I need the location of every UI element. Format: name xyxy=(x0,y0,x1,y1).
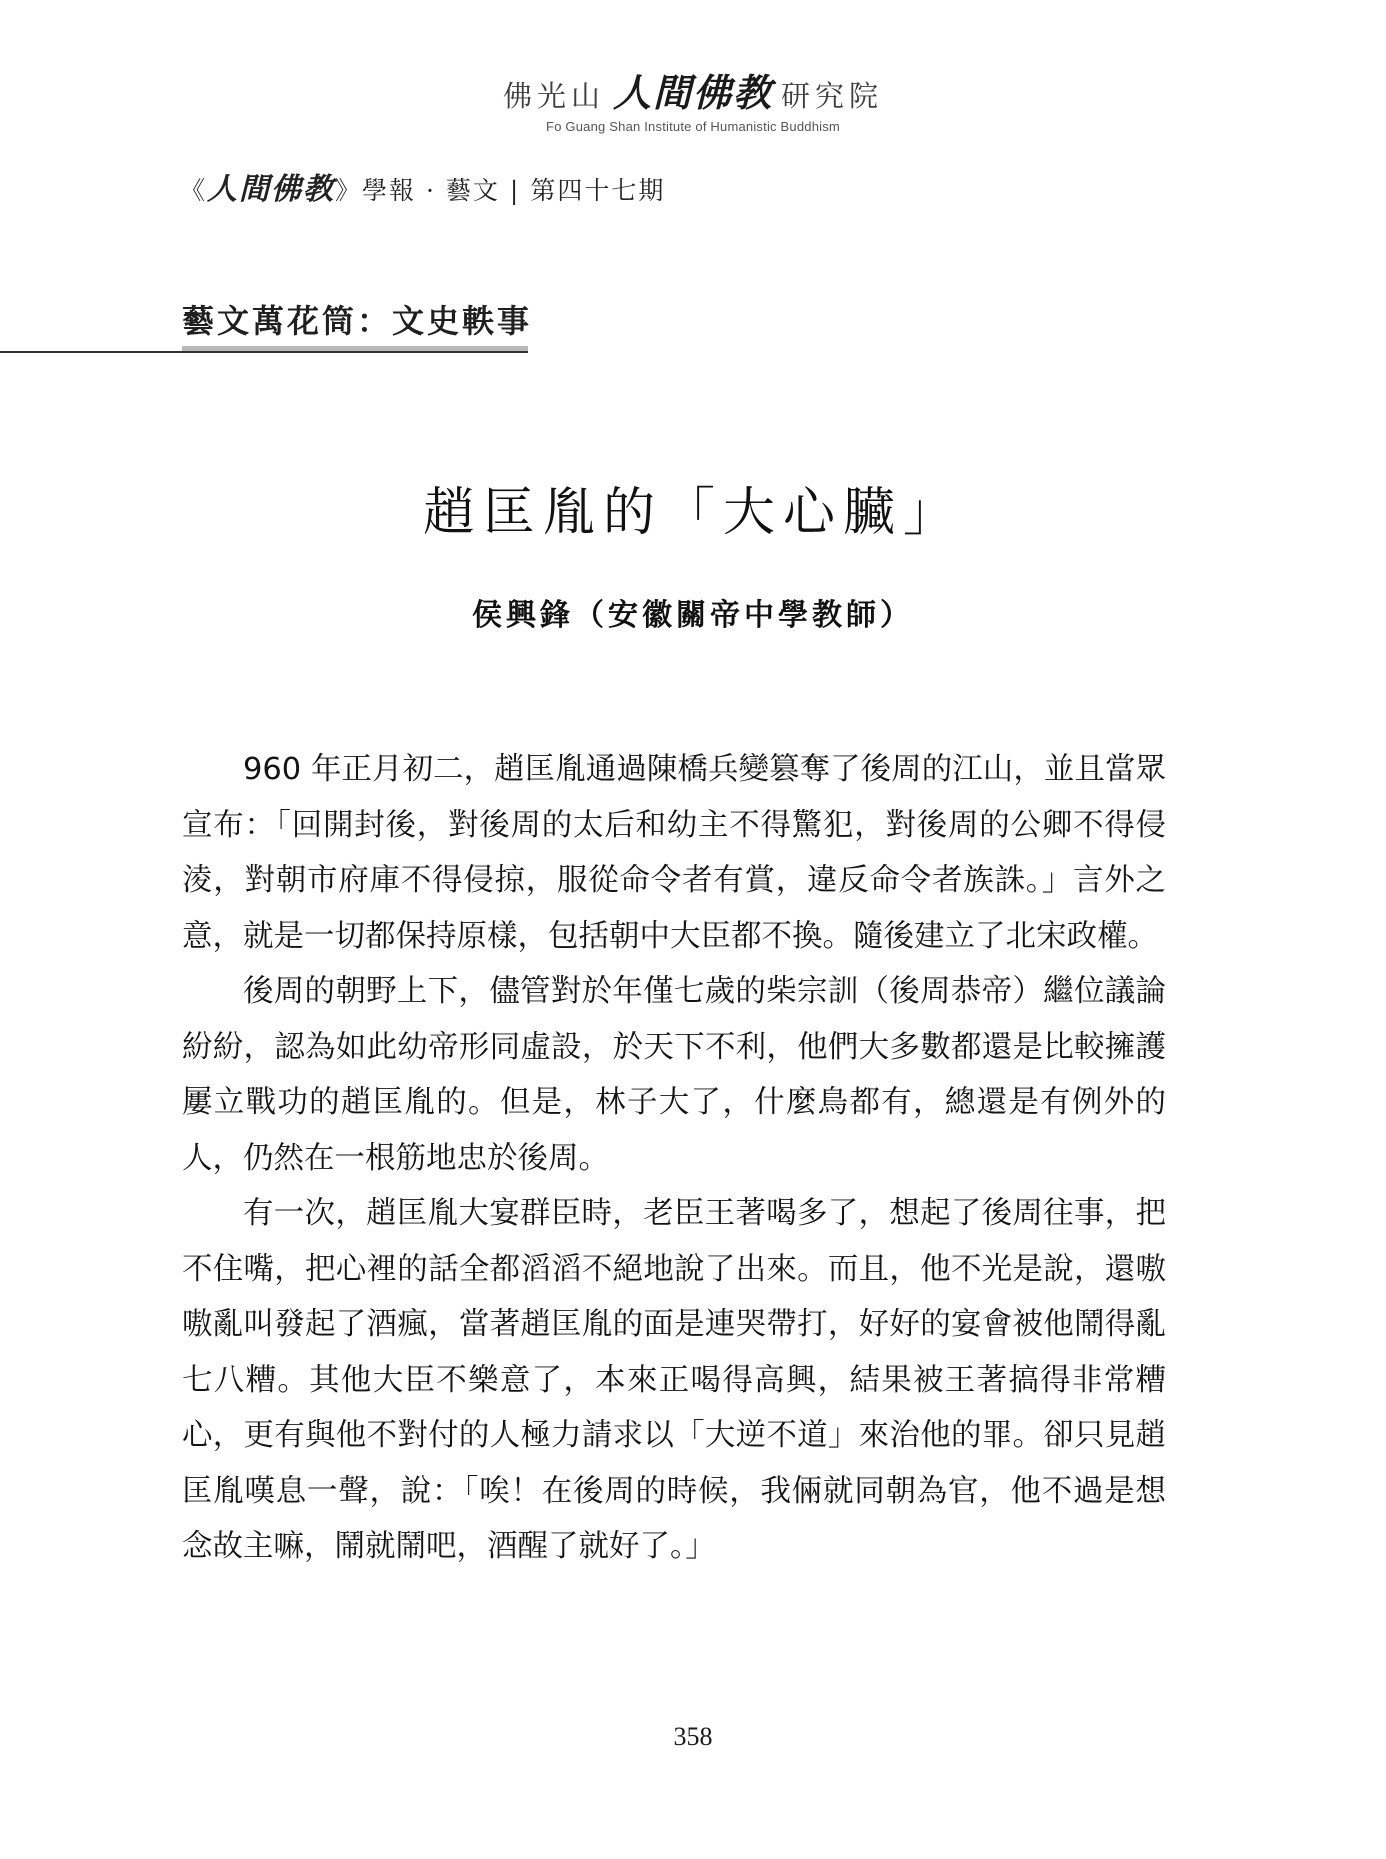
paragraph: 後周的朝野上下，儘管對於年僅七歲的柴宗訓（後周恭帝）繼位議論紛紛，認為如此幼帝形同虛設，於天下不利，他們大多數都還是比較擁護屢立戰功的趙匡胤的。但是，林子大了，什麼鳥都有，總還是有例外的人，仍然在一根筋地忠於後周。 xyxy=(182,974,1166,1176)
running-head-issue: 第四十七期 xyxy=(530,176,666,205)
running-head-separator: | xyxy=(509,176,521,205)
section-divider-line xyxy=(0,351,528,353)
paragraph: 960 年正月初二，趙匡胤通過陳橋兵變篡奪了後周的江山，並且當眾宣布：「回開封後，對後周的太后和幼主不得驚犯，對後周的公卿不得侵淩，對朝市府庫不得侵掠，服從命令者有賞，違反命令者族誅。」言外之意，就是一切都保持原樣，包括朝中大臣都不換。隨後建立了北宋政權。 xyxy=(182,752,1166,954)
page-number: 358 xyxy=(673,1722,713,1751)
running-head-open-bracket: 《 xyxy=(180,176,208,205)
article-body xyxy=(182,742,1166,1575)
paragraph: 有一次，趙匡胤大宴群臣時，老臣王著喝多了，想起了後周往事，把不住嘴，把心裡的話全都滔滔不絕地說了出來。而且，他不光是說，還嗷嗷亂叫發起了酒瘋，當著趙匡胤的面是連哭帶打，好好的宴會被他鬧得亂七八糟。其他大臣不樂意了，本來正喝得高興，結果被王著搞得非常糟心，更有與他不對付的人極力請求以「大逆不道」來治他的罪。卻只見趙匡胤嘆息一聲，說：「唉！在後周的時候，我倆就同朝為官，他不過是想念故主嘛，鬧就鬧吧，酒醒了就好了。」 xyxy=(182,1196,1166,1564)
institute-english-name: Fo Guang Shan Institute of Humanistic Buddhism xyxy=(546,119,840,134)
institute-suffix: 研究院 xyxy=(781,79,884,113)
section-heading: 藝文萬花筒：文史軼事 xyxy=(182,302,533,340)
institute-prefix: 佛光山 xyxy=(502,79,605,113)
running-head-brand: 人間佛教 xyxy=(207,172,336,207)
running-head xyxy=(180,164,665,208)
running-head-journal: 學報 · 藝文 xyxy=(362,176,500,205)
running-head-close-bracket: 》 xyxy=(335,176,363,205)
institute-brand-logotype: 人間佛教 xyxy=(612,70,773,115)
institute-logo xyxy=(0,62,1386,134)
institute-name xyxy=(503,62,883,117)
article-title: 趙匡胤的「大心臟」 xyxy=(422,483,963,543)
article-author: 侯興鋒（安徽關帝中學教師） xyxy=(472,598,914,633)
